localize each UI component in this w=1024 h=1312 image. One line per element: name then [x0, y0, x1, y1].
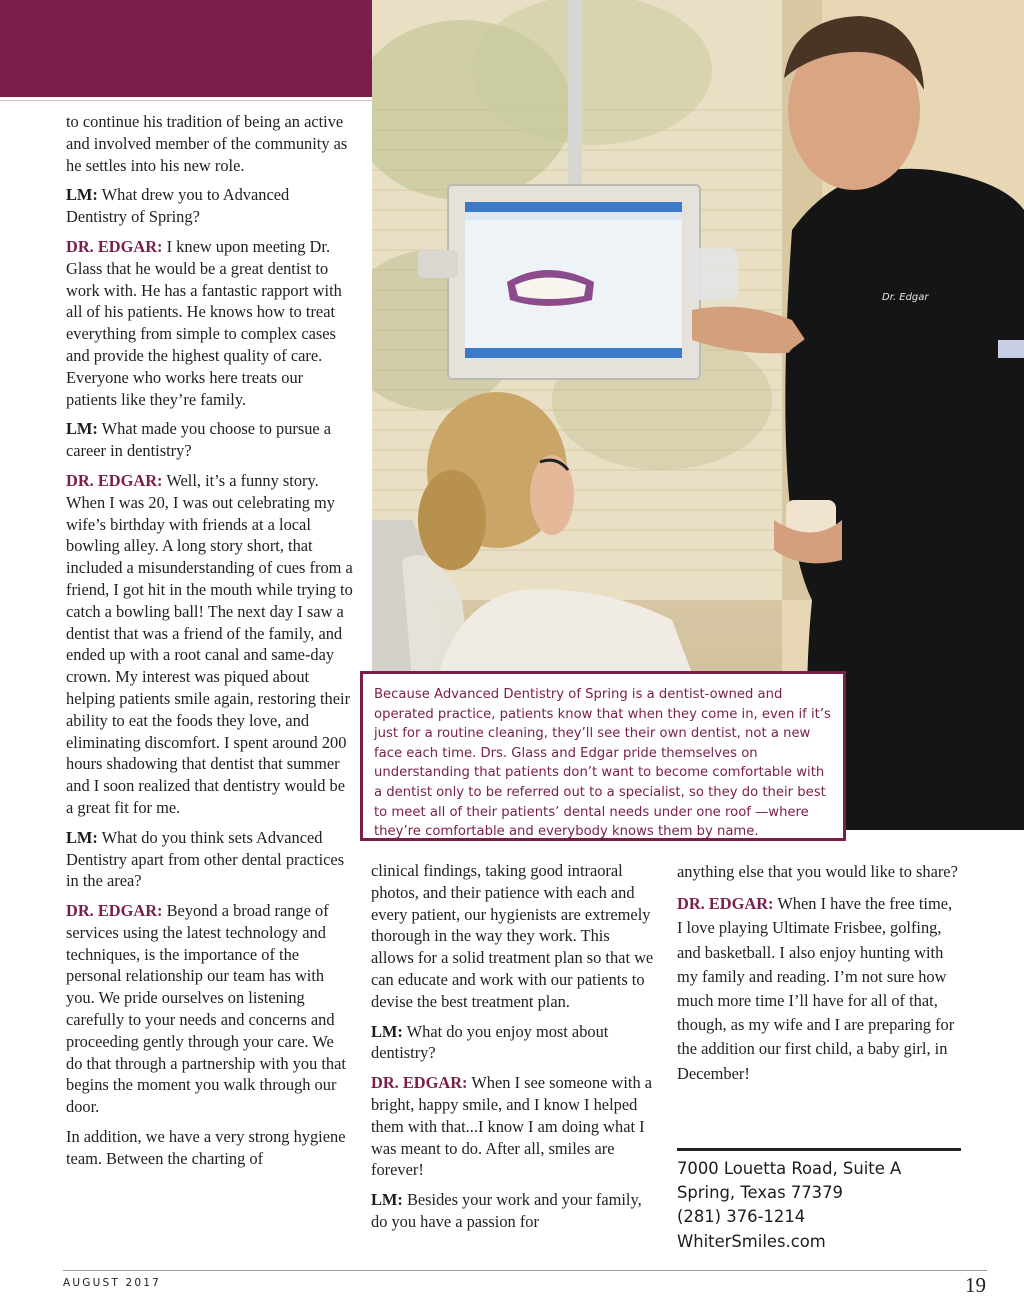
paragraph: to continue his tradition of being an active and involved member of the community as he settles into his new role.: [66, 112, 348, 175]
article-column-2: [371, 860, 656, 1241]
article-column-3: [677, 860, 961, 1094]
speaker-lm: LM:: [66, 827, 98, 847]
sleeve-patch: [998, 340, 1024, 358]
screen-statusbar: [465, 348, 682, 358]
screen-ribbon: [465, 212, 682, 220]
article-column-1: [66, 111, 354, 1178]
answer: [66, 236, 354, 410]
monitor-pole: [568, 0, 582, 186]
answer: [371, 1072, 656, 1181]
question-text: What drew you to Advanced Dentistry of Spring?: [66, 185, 290, 227]
answer-text: Beyond a broad range of services using the latest technology and techniques, is the importance of the personal relationship our team has with you. We pride ourselves on listening carefully to your needs and concerns and proceeding gently through your care. We do that through a partnership with you that begins the moment you walk through our door.: [66, 901, 346, 1117]
question-text: Besides your work and your family, do you have a passion for: [371, 1190, 642, 1231]
question: [371, 1021, 656, 1065]
answer: [66, 900, 354, 1118]
paragraph: anything else that you would like to share?: [677, 862, 958, 881]
contact-city: Spring, Texas 77379: [677, 1183, 843, 1203]
mount-arm: [418, 250, 458, 278]
speaker-lm: LM:: [371, 1190, 403, 1210]
foliage: [472, 0, 712, 145]
header-color-block: [0, 0, 372, 97]
answer-text: I knew upon meeting Dr. Glass that he would be a great dentist to work with. He has a fantastic rapport with all of his patients. He knows how to treat everything from simple to complex cases and provide the highest quality of care. Everyone who works here treats our patients like they’re family.: [66, 236, 342, 409]
speaker-dr-edgar: DR. EDGAR:: [371, 1073, 468, 1093]
speaker-dr-edgar: DR. EDGAR:: [677, 894, 774, 914]
patient-ponytail: [418, 470, 486, 570]
speaker-dr-edgar: DR. EDGAR:: [66, 901, 163, 921]
question: [66, 827, 354, 892]
header-rule: [0, 97, 372, 101]
question: [371, 1189, 656, 1233]
answer: [677, 892, 961, 1086]
question: [66, 418, 354, 462]
speaker-lm: LM:: [66, 419, 98, 439]
answer-text: When I see someone with a bright, happy smile, and I know I helped them with that...I know I am doing what I was meant to do. After all, smiles are forever!: [371, 1073, 653, 1180]
question-text: What do you think sets Advanced Dentistry apart from other dental practices in the area?: [66, 827, 345, 891]
speaker-dr-edgar: DR. EDGAR:: [66, 470, 163, 490]
question-text: What do you enjoy most about dentistry?: [371, 1021, 609, 1063]
answer: [66, 470, 354, 819]
speaker-dr-edgar: DR. EDGAR:: [66, 236, 163, 256]
answer-text: When I have the free time, I love playing Ultimate Frisbee, golfing, and basketball. I also enjoy hunting with my family and reading. I’m not sure how much more time I’ll have for all of that, though, as my wife and I are preparing for the addition our first child, a baby girl, in December!: [677, 894, 955, 1083]
question-text: What made you choose to pursue a career in dentistry?: [66, 419, 332, 461]
answer-text: Well, it’s a funny story. When I was 20, I was out celebrating my wife’s birthday with friends at a local bowling alley. A long story short, that included a misunderstanding of cues from a friend, I got hit in the mouth while trying to catch a bowling ball! The next day I saw a dentist that was a friend of the family, and ended up with a root canal and same-day crown. My interest was piqued about helping patients smile again, restoring their ability to eat the foods they love, and eliminating discomfort. I spent around 200 hours shadowing that dentist that summer and I soon realized that dentistry would be a great fit for me.: [66, 470, 353, 817]
mount-arm: [690, 248, 738, 300]
paragraph: clinical findings, taking good intraoral photos, and their patience with each and every patient, our hygienists are extremely thorough in the way they work. This allows for a solid treatment plan so that we can educate and work with our patients to devise the best treatment plan.: [371, 861, 654, 1011]
contact-divider: [677, 1148, 961, 1151]
scrub-name-embroidery: Dr. Edgar: [882, 292, 929, 303]
footer-divider: [63, 1270, 987, 1271]
paragraph: In addition, we have a very strong hygiene team. Between the charting of: [66, 1127, 346, 1168]
contact-phone: (281) 376-1214: [677, 1207, 806, 1227]
issue-date: AUGUST 2017: [63, 1277, 162, 1289]
screen-toolbar: [465, 202, 682, 212]
contact-block: [677, 1157, 967, 1254]
contact-website: WhiterSmiles.com: [677, 1231, 826, 1251]
speaker-lm: LM:: [66, 185, 98, 205]
contact-address: 7000 Louetta Road, Suite A: [677, 1159, 902, 1178]
speaker-lm: LM:: [371, 1021, 403, 1041]
pull-quote-callout: Because Advanced Dentistry of Spring is a dentist-owned and operated practice, patients know that when they come in, even if it’s just for a routine cleaning, they’ll see their own dentist, not a new face each time. Drs. Glass and Edgar pride themselves on understanding that patients don’t want to become comfortable with a dentist only to be referred out to a specialist, so they do their best to meet all of their patients’ dental needs under one roof —where they’re comfortable and everybody knows them by name.: [360, 671, 846, 841]
page-number: 19: [965, 1273, 986, 1297]
question: [66, 184, 354, 228]
